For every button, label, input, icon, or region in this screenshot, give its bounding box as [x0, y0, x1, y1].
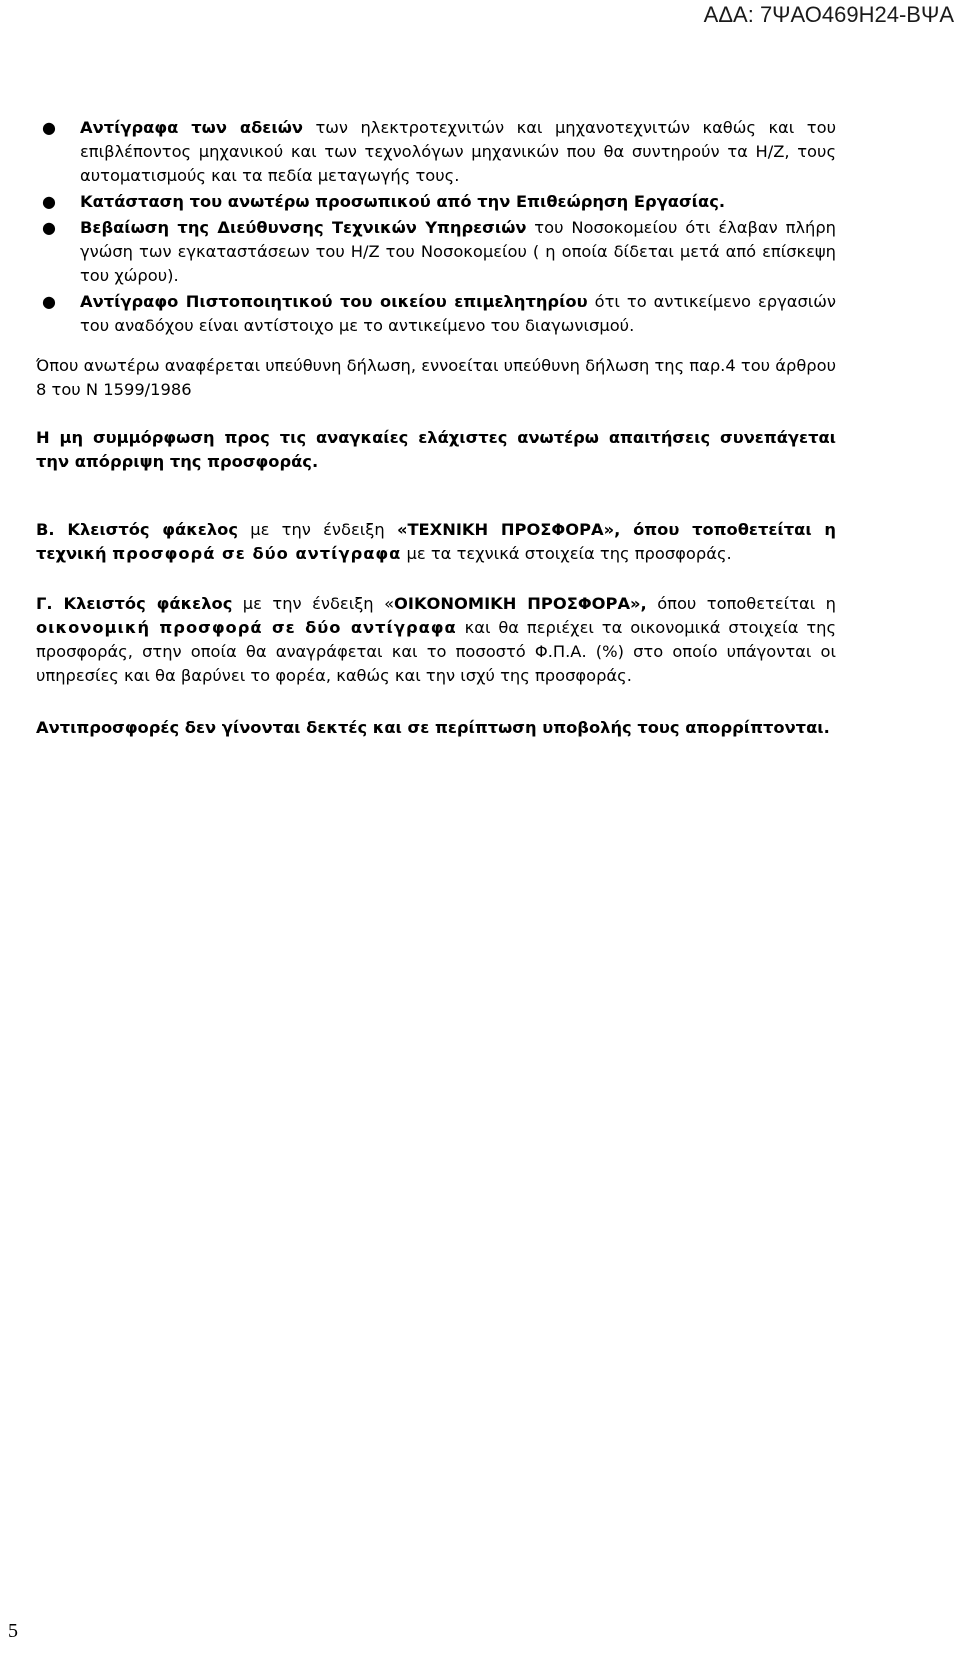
requirements-list: [36, 116, 836, 338]
bullet-icon: ●: [42, 292, 56, 311]
bullet-icon: ●: [42, 192, 56, 211]
counteroffers-paragraph: Αντιπροσφορές δεν γίνονται δεκτές και σε περίπτωση υποβολής τους απορρίπτονται.: [36, 718, 830, 737]
page-number: 5: [8, 1620, 18, 1642]
section-c-paragraph: Γ. Κλειστός φάκελος με την ένδειξη «ΟΙΚΟΝΟΜΙΚΗ ΠΡΟΣΦΟΡΑ», όπου τοποθετείται η οικονομική προσφορά σε δύο αντίγραφα και θα περιέχει τα οικονομικά στοιχεία της προσφοράς, στην οποία θα αναγράφεται και το ποσοστό Φ.Π.Α. (%) στο οποίο υπάγονται οι υπηρεσίες και θα βαρύνει το φορέα, καθώς και την ισχύ της προσφοράς.: [36, 594, 836, 685]
section-b-paragraph: Β. Κλειστός φάκελος με την ένδειξη «ΤΕΧΝΙΚΗ ΠΡΟΣΦΟΡΑ», όπου τοποθετείται η τεχνική προσφορά σε δύο αντίγραφα με τα τεχνικά στοιχεία της προσφοράς.: [36, 520, 837, 563]
document-body: [36, 116, 836, 740]
list-item: ● Αντίγραφο Πιστοποιητικού του οικείου επιμελητηρίου ότι το αντικείμενο εργασιών του αναδόχου είναι αντίστοιχο με το αντικείμενο του διαγωνισμού.: [42, 292, 837, 335]
document-code-header: ΑΔΑ: 7ΨΑΟ469Η24-ΒΨΑ: [703, 2, 954, 27]
list-item: ● Αντίγραφα των αδειών των ηλεκτροτεχνιτών και μηχανοτεχνιτών καθώς και του επιβλέποντος μηχανικού και των τεχνολόγων μηχανικών που θα συντηρούν τα Η/Ζ, τους αυτοματισμούς και τα πεδία μεταγωγής τους.: [42, 118, 836, 185]
list-item: ● Κατάσταση του ανωτέρω προσωπικού από την Επιθεώρηση Εργασίας.: [36, 190, 836, 214]
list-item: ● Βεβαίωση της Διεύθυνσης Τεχνικών Υπηρεσιών του Νοσοκομείου ότι έλαβαν πλήρη γνώση των εγκαταστάσεων του Η/Ζ του Νοσοκομείου ( η οποία δίδεται μετά από επίσκεψη του χώρου).: [42, 218, 837, 285]
bullet-icon: ●: [42, 218, 56, 237]
declaration-paragraph: Όπου ανωτέρω αναφέρεται υπεύθυνη δήλωση, εννοείται υπεύθυνη δήλωση της παρ.4 του άρθρου 8 του Ν 1599/1986: [36, 356, 836, 399]
bullet-icon: ●: [42, 118, 56, 137]
noncompliance-paragraph: Η μη συμμόρφωση προς τις αναγκαίες ελάχιστες ανωτέρω απαιτήσεις συνεπάγεται την απόρριψη της προσφοράς.: [36, 428, 836, 471]
